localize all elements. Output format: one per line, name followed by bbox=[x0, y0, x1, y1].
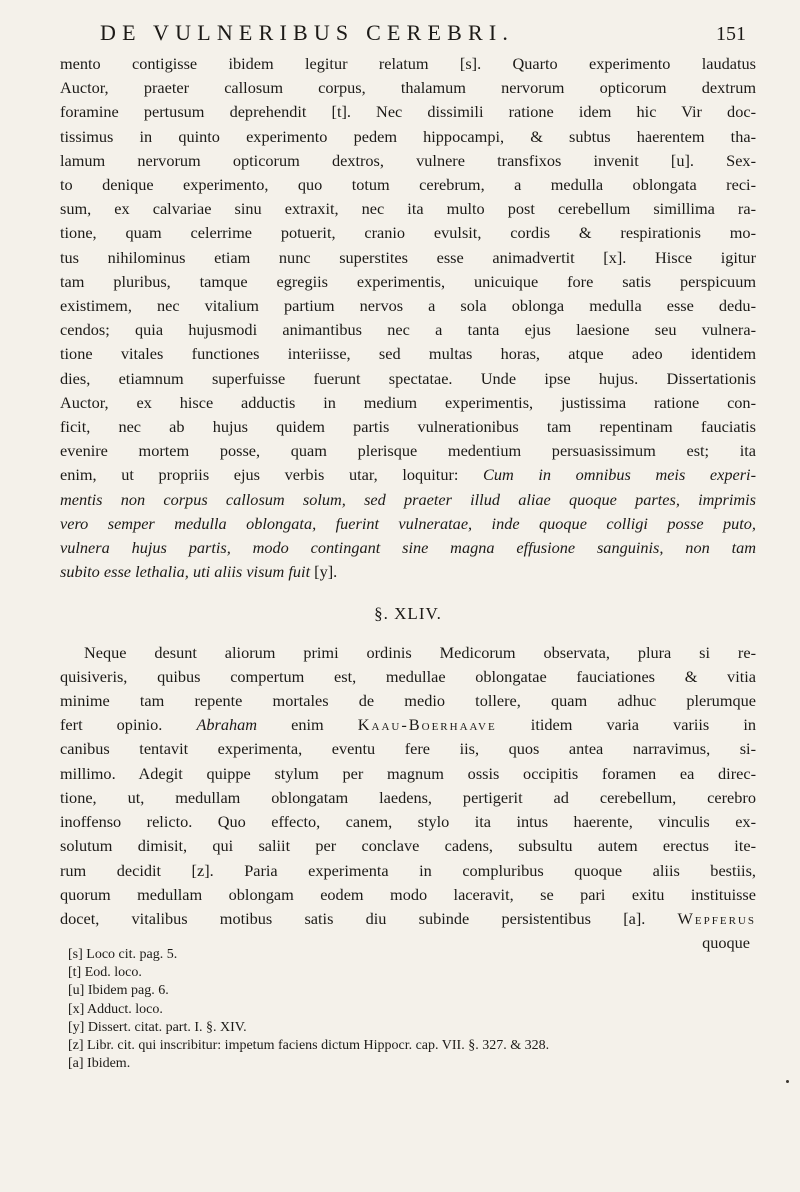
text-line: tione, ut, medullam oblongatam laedens, pertigerit ad cerebellum, cerebro bbox=[60, 787, 756, 807]
quotation-italic: subito esse lethalia, uti aliis visum fuit bbox=[60, 562, 311, 582]
text-line bbox=[60, 713, 756, 737]
text-line: tione vitales functiones interiisse, sed multas horas, atque adeo identidem bbox=[60, 344, 756, 364]
text-line: Auctor, ex hisce adductis in medium experimentis, justissima ratione con- bbox=[60, 392, 756, 412]
text-run: docet, vitalibus motibus satis diu subinde persistentibus [a]. bbox=[60, 908, 678, 928]
author-name-smallcaps: Wepferus bbox=[677, 908, 756, 928]
text-line: dies, etiamnum superfuisse fuerunt spectatae. Unde ipse hujus. Dissertationis bbox=[60, 368, 756, 388]
footnote-s: [s] Loco cit. pag. 5. bbox=[68, 947, 178, 962]
text-line: tus nihilominus etiam nunc superstites esse animadvertit [x]. Hisce igitur bbox=[60, 247, 756, 267]
running-title: DE VULNERIBUS CEREBRI. bbox=[100, 20, 515, 45]
text-run: enim, ut propriis ejus verbis utar, loquitur: bbox=[60, 465, 484, 485]
text-line bbox=[60, 488, 756, 512]
text-line: lamum nervorum opticorum dextros, vulnere transfixos invenit [u]. Sex- bbox=[60, 150, 756, 170]
text-run: itidem varia variis in bbox=[496, 715, 756, 735]
text-run: fert opinio. bbox=[60, 715, 197, 735]
text-line: canibus tentavit experimenta, eventu fere iis, quos antea narravimus, si- bbox=[60, 739, 756, 759]
text-line: rum decidit [z]. Paria experimenta in compluribus quoque aliis bestiis, bbox=[60, 860, 756, 880]
paragraph-1 bbox=[60, 52, 756, 584]
footnote-z: [z] Libr. cit. qui inscribitur: impetum faciens dictum Hippocr. cap. VII. §. 327. & 328. bbox=[68, 1038, 550, 1054]
text-line bbox=[60, 907, 756, 931]
text-line: millimo. Adegit quippe stylum per magnum ossis occipitis foramen ea direc- bbox=[60, 763, 756, 783]
author-name-italic: Abraham bbox=[196, 715, 258, 735]
text-line: tam pluribus, tamque egregiis experimentis, unicuique fore satis perspicuum bbox=[60, 271, 756, 291]
running-header bbox=[98, 20, 748, 54]
footnote-ref: [y]. bbox=[310, 562, 338, 582]
footnote-t: [t] Eod. loco. bbox=[68, 965, 142, 981]
quotation-italic: vero semper medulla oblongata, fuerint vulneratae, inde quoque colligi posse puto, bbox=[60, 513, 756, 533]
text-line: quorum medullam oblongam eodem modo laceravit, se pari exitu instituisse bbox=[60, 884, 756, 904]
text-line: to denique experimento, quo totum cerebrum, a medulla oblongata reci- bbox=[60, 175, 756, 195]
footnote-y: [y] Dissert. citat. part. I. §. XIV. bbox=[68, 1019, 247, 1035]
text-line: tione, quam celerrime potuerit, cranio evulsit, cordis & respirationis mo- bbox=[60, 223, 756, 243]
text-line bbox=[60, 560, 756, 584]
footnotes bbox=[68, 946, 758, 1073]
page-number: 151 bbox=[716, 23, 746, 45]
footnote-a: [a] Ibidem. bbox=[68, 1056, 131, 1072]
text-line: tissimus in quinto experimento pedem hippocampi, & subtus haerentem tha- bbox=[60, 126, 756, 146]
text-line: foramine pertusum deprehendit [t]. Nec dissimili ratione idem hic Vir doc- bbox=[60, 102, 756, 122]
quotation-italic: vulnera hujus partis, modo contingant sine magna effusione sanguinis, non tam bbox=[60, 538, 756, 558]
paragraph-2 bbox=[60, 641, 756, 956]
text-line: inoffenso relicto. Quo effecto, canem, stylo ita intus haerente, vinculis ex- bbox=[60, 812, 756, 832]
text-line: minime tam repente mortales de medio tollere, quam adhuc plerumque bbox=[60, 691, 756, 711]
footnote-u: [u] Ibidem pag. 6. bbox=[68, 983, 169, 999]
text-line: solutum dimisit, qui saliit per conclave cadens, subsultu autem erectus ite- bbox=[60, 836, 756, 856]
text-run: enim bbox=[257, 715, 358, 735]
text-line: quisiveris, quibus compertum est, medullae oblongatae fauciationes & vitia bbox=[60, 666, 756, 686]
text-line: evenire mortem posse, quam plerisque medentium persuasissimum est; ita bbox=[60, 441, 756, 461]
body-text bbox=[60, 52, 756, 955]
text-line: ficit, nec ab hujus quidem partis vulnerationibus tam repentinam fauciatis bbox=[60, 417, 756, 437]
text-line: existimem, nec vitalium partium nervos a sola oblonga medulla esse dedu- bbox=[60, 296, 756, 316]
text-line: sum, ex calvariae sinu extraxit, nec ita multo post cerebellum simillima ra- bbox=[60, 199, 756, 219]
quotation-italic: Cum in omnibus meis experi- bbox=[483, 465, 756, 485]
quotation-italic: mentis non corpus callosum solum, sed praeter illud aliae quoque partes, imprimis bbox=[60, 489, 756, 509]
text-line: Auctor, praeter callosum corpus, thalamum nervorum opticorum dextrum bbox=[60, 78, 756, 98]
text-line bbox=[60, 536, 756, 560]
text-line bbox=[60, 512, 756, 536]
section-heading: §. XLIV. bbox=[374, 604, 442, 624]
paper-spot bbox=[786, 1080, 789, 1083]
catchword: quoque bbox=[702, 933, 750, 953]
text-line bbox=[60, 463, 756, 487]
footnote-x: [x] Adduct. loco. bbox=[68, 1001, 163, 1017]
text-line: cendos; quia hujusmodi animantibus nec a tanta ejus laesione seu vulnera- bbox=[60, 320, 756, 340]
text-line: mento contigisse ibidem legitur relatum [s]. Quarto experimento laudatus bbox=[60, 54, 756, 73]
author-name-smallcaps: Kaau-Boerhaave bbox=[357, 715, 497, 735]
text-line: Neque desunt aliorum primi ordinis Medicorum observata, plura si re- bbox=[84, 642, 756, 662]
